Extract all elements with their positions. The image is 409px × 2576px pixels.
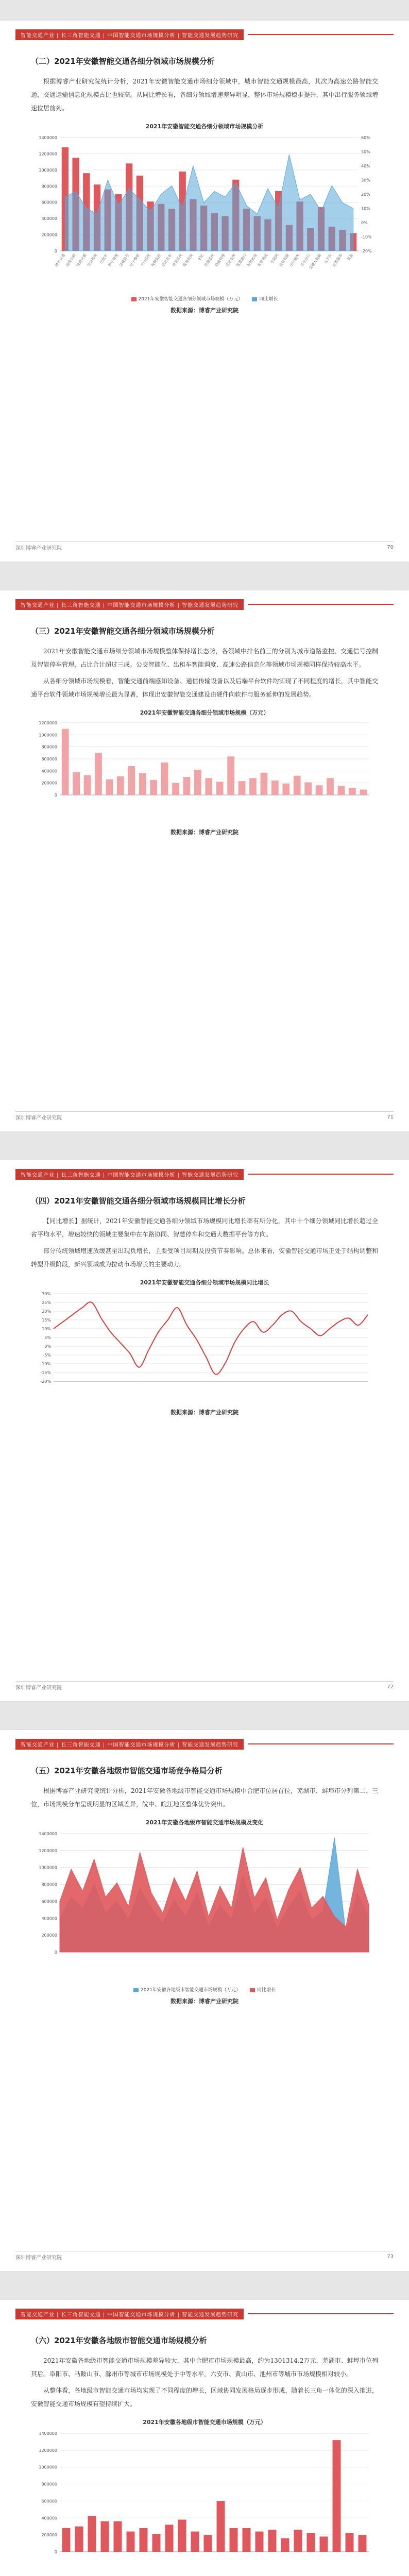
chart-container bbox=[31, 1289, 378, 1404]
bar bbox=[140, 2528, 148, 2552]
footer-org: 深圳博睿产业研究院 bbox=[15, 2255, 62, 2261]
bar bbox=[106, 779, 113, 795]
header-title: 智能交通产业 | 长三角智能交通 | 中国智能交通市场规模分析 | 智能交通发展趋势研究 bbox=[15, 2309, 244, 2319]
paragraph: 2021年安徽各地级市智能交通市场规模差异较大，其中合肥市市场规模最高，约为1301314.2万元，芜湖市、蚌埠市位列其后。阜阳市、马鞍山市、滁州市等城市市场规模处于中等水平，六安市、黄山市、池州市等城市市场规模相对较小。 bbox=[31, 2357, 378, 2378]
y-tick-label: -10% bbox=[40, 1362, 51, 1366]
section-title: （六）2021年安徽各地级市智能交通市场规模分析 bbox=[31, 2336, 207, 2345]
chart-container bbox=[31, 132, 378, 302]
y-tick-label: 200000 bbox=[41, 2533, 57, 2538]
bar bbox=[327, 778, 334, 795]
header-rule bbox=[248, 604, 394, 605]
y-tick-label: -15% bbox=[40, 1370, 51, 1375]
y-tick-label: 0 bbox=[54, 249, 57, 253]
chart-container bbox=[31, 2428, 378, 2576]
bar bbox=[62, 729, 69, 795]
bar bbox=[360, 790, 367, 795]
page-number: 72 bbox=[387, 1684, 394, 1690]
chart-title: 2021年安徽各地级市智能交通市场规模（万元） bbox=[143, 2419, 266, 2426]
x-tick-label: 智慧港口 bbox=[235, 253, 248, 268]
y-tick-label: 400000 bbox=[41, 2516, 57, 2521]
bar bbox=[261, 773, 268, 795]
header-rule bbox=[248, 2313, 394, 2314]
bar bbox=[320, 2536, 328, 2552]
bar bbox=[304, 783, 312, 795]
page-header bbox=[15, 2307, 394, 2320]
bar bbox=[88, 2516, 96, 2552]
bar bbox=[205, 778, 212, 795]
page-number: 71 bbox=[387, 1114, 394, 1120]
bar bbox=[73, 772, 80, 795]
y2-tick-label: 60% bbox=[361, 135, 370, 140]
paragraph: 部分传统领域增速放缓甚至出现负增长，主要受项目周期及投资节奏影响。总体来看，安徽智能交通市场正处于结构调整和转型升级阶段，新兴领域成为拉动市场增长的主要动力。 bbox=[31, 1247, 378, 1268]
bar bbox=[338, 786, 345, 795]
y-tick-label: 400000 bbox=[41, 216, 57, 222]
chart-container bbox=[31, 719, 378, 824]
bar bbox=[62, 2528, 71, 2552]
bar bbox=[183, 777, 191, 795]
bar bbox=[101, 2521, 109, 2552]
header-rule bbox=[248, 1174, 394, 1175]
combo-bar-line-chart bbox=[31, 132, 378, 292]
area-chart bbox=[31, 1828, 378, 1983]
bar bbox=[249, 778, 257, 795]
page-content bbox=[31, 1191, 378, 1416]
bar bbox=[316, 785, 323, 795]
y-tick-label: 1000000 bbox=[39, 733, 57, 738]
y-tick-label: 600000 bbox=[41, 200, 57, 205]
x-tick-label: 出行服务 bbox=[289, 253, 301, 268]
bar bbox=[255, 2532, 264, 2552]
y2-tick-label: 40% bbox=[361, 164, 370, 168]
y-tick-label: 15% bbox=[42, 1318, 51, 1323]
y-tick-label: 600000 bbox=[41, 757, 57, 761]
x-tick-label: 高速公路 bbox=[65, 253, 77, 268]
bar bbox=[294, 2530, 302, 2552]
bar bbox=[75, 2527, 83, 2552]
page-number: 70 bbox=[387, 544, 394, 550]
y-tick-label: 0 bbox=[54, 1950, 57, 1955]
page-footer bbox=[15, 2251, 394, 2262]
page-header bbox=[15, 1167, 394, 1181]
page-footer bbox=[15, 1681, 394, 1692]
bar bbox=[139, 773, 146, 795]
x-tick-label: 智慧机场 bbox=[246, 253, 258, 268]
legend-item: 同比增长 bbox=[252, 295, 278, 302]
y-tick-label: 800000 bbox=[41, 1882, 57, 1887]
y-tick-label: 30% bbox=[42, 1292, 51, 1296]
report-page-1 bbox=[0, 21, 409, 562]
x-tick-label: 电子警察 bbox=[129, 253, 141, 268]
bar bbox=[281, 2538, 289, 2552]
section-title: （三）2021年安徽智能交通各细分领域市场规模分析 bbox=[31, 626, 215, 636]
data-source: 数据来源：博睿产业研究院 bbox=[171, 1998, 238, 2005]
page-content bbox=[31, 621, 378, 836]
y-tick-label: 600000 bbox=[41, 1899, 57, 1904]
data-source: 数据来源：博睿产业研究院 bbox=[171, 829, 238, 836]
page-header bbox=[15, 28, 394, 41]
y-tick-label: 1200000 bbox=[39, 2448, 57, 2453]
x-tick-label: ETC bbox=[197, 253, 205, 261]
y2-tick-label: -20% bbox=[361, 249, 372, 253]
y2-tick-label: 10% bbox=[361, 206, 370, 211]
market-area bbox=[60, 1847, 369, 1952]
report-page-3 bbox=[0, 1160, 409, 1701]
y-tick-label: 400000 bbox=[41, 769, 57, 774]
bar bbox=[238, 781, 246, 795]
x-tick-label: 轨道交通 bbox=[75, 253, 88, 268]
chart-title: 2021年安徽智能交通各细分领域市场规模（万元） bbox=[140, 709, 269, 716]
bar bbox=[346, 2533, 354, 2552]
x-tick-label: 出租车 bbox=[99, 253, 109, 265]
y-tick-label: 1200000 bbox=[39, 721, 57, 725]
header-rule bbox=[248, 34, 394, 35]
page-number: 73 bbox=[387, 2253, 394, 2260]
bar-chart bbox=[31, 2428, 378, 2576]
y2-tick-label: 30% bbox=[361, 178, 370, 183]
y-tick-label: 200000 bbox=[41, 781, 57, 786]
y-tick-label: 800000 bbox=[41, 184, 57, 189]
header-title: 智能交通产业 | 长三角智能交通 | 中国智能交通市场规模分析 | 智能交通发展趋势研究 bbox=[15, 29, 244, 40]
y-tick-label: 5% bbox=[44, 1335, 51, 1340]
y2-tick-label: 20% bbox=[361, 192, 370, 197]
bar bbox=[227, 756, 234, 795]
y-tick-label: 10% bbox=[42, 1327, 51, 1331]
x-tick-label: 云平台 bbox=[323, 253, 333, 265]
bar bbox=[216, 782, 224, 795]
bar bbox=[152, 2534, 161, 2552]
legend-item: 2021年安徽各地级市智能交通市场规模（万元） bbox=[133, 1986, 241, 1993]
line-chart bbox=[31, 1289, 378, 1402]
chart-container bbox=[31, 1828, 378, 1993]
chart-legend bbox=[31, 1986, 378, 1993]
x-tick-label: 路政管理 bbox=[214, 253, 226, 268]
y-tick-label: 1400000 bbox=[39, 2431, 57, 2436]
page-header bbox=[15, 1737, 394, 1751]
paragraph: 从整体看，各地级市智能交通市场均实现了不同程度的增长，区域协同发展格局逐步形成，随着长三角一体化的深入推进，安徽智能交通市场规模有望持续扩大。 bbox=[31, 2387, 378, 2408]
data-source: 数据来源：博睿产业研究院 bbox=[171, 1409, 238, 1416]
y-tick-label: 0 bbox=[54, 2550, 57, 2554]
y-tick-label: 600000 bbox=[41, 2499, 57, 2504]
page-footer bbox=[15, 1111, 394, 1122]
x-tick-label: 城市交通 bbox=[54, 253, 66, 268]
y-tick-label: 1000000 bbox=[39, 167, 57, 173]
report-page-5 bbox=[0, 2300, 409, 2576]
y-tick-label: 0% bbox=[44, 1344, 51, 1349]
footer-org: 深圳博睿产业研究院 bbox=[15, 1685, 62, 1691]
bar bbox=[117, 776, 124, 795]
chart-title: 2021年安徽智能交通各细分领域市场规模分析 bbox=[145, 123, 264, 130]
bar bbox=[194, 770, 201, 795]
y-tick-label: 200000 bbox=[41, 1933, 57, 1938]
bar bbox=[204, 2535, 212, 2552]
x-tick-label: 共享出行 bbox=[299, 253, 312, 268]
page-content bbox=[31, 2331, 378, 2576]
page-footer bbox=[15, 541, 394, 552]
section-title: （二）2021年安徽智能交通各细分领域市场规模分析 bbox=[31, 57, 215, 66]
page-content bbox=[31, 1761, 378, 2005]
legend-item: 2021年安徽智能交通各细分领域市场规模（万元） bbox=[131, 295, 243, 302]
y-tick-label: 1200000 bbox=[39, 1848, 57, 1853]
header-rule bbox=[248, 1743, 394, 1744]
x-tick-label: 其他 bbox=[346, 253, 354, 262]
page-header bbox=[15, 598, 394, 611]
bar bbox=[333, 2440, 341, 2552]
bar bbox=[359, 2535, 367, 2552]
x-tick-label: 信息发布 bbox=[161, 253, 173, 268]
y-tick-label: -5% bbox=[43, 1353, 51, 1358]
y2-tick-label: 50% bbox=[361, 149, 370, 155]
bar bbox=[165, 2524, 174, 2552]
y-tick-label: 20% bbox=[42, 1309, 51, 1314]
header-title: 智能交通产业 | 长三角智能交通 | 中国智能交通市场规模分析 | 智能交通发展趋势研究 bbox=[15, 1739, 244, 1750]
bar bbox=[178, 2520, 186, 2552]
bar bbox=[161, 762, 168, 795]
bar bbox=[307, 2533, 315, 2552]
y-tick-label: 1400000 bbox=[39, 135, 57, 140]
y-tick-label: 800000 bbox=[41, 2482, 57, 2487]
y-tick-label: 1400000 bbox=[39, 1832, 57, 1836]
page-content bbox=[31, 52, 378, 314]
bar bbox=[150, 780, 157, 795]
bar bbox=[172, 783, 179, 795]
bar bbox=[349, 788, 356, 795]
header-title: 智能交通产业 | 长三角智能交通 | 中国智能交通市场规模分析 | 智能交通发展趋势研究 bbox=[15, 599, 244, 610]
x-tick-label: 运维服务 bbox=[331, 253, 344, 268]
x-tick-label: 车联网 bbox=[269, 253, 280, 265]
header-title: 智能交通产业 | 长三角智能交通 | 中国智能交通市场规模分析 | 智能交通发展趋势研究 bbox=[15, 1169, 244, 1180]
section-title: （四）2021年安徽智能交通各细分领域市场规模同比增长分析 bbox=[31, 1196, 246, 1206]
x-tick-label: 收费系统 bbox=[182, 253, 194, 268]
chart-title: 2021年安徽智能交通各细分领域市场规模同比增长 bbox=[140, 1279, 269, 1286]
x-tick-label: 应急指挥 bbox=[225, 253, 237, 268]
y2-tick-label: 0% bbox=[361, 221, 368, 225]
paragraph: 根据博睿产业研究院统计分析，2021年安徽智能交通市场细分领域中，城市智能交通规模最高，其次为高速公路智能交通，交通运输信息化规模占比也较高。从同比增长看，各细分领域增速差异明显，整体市场规模稳步提升，其中出行服务领域增速位居前列。 bbox=[31, 78, 378, 112]
growth-area bbox=[65, 155, 353, 251]
y-tick-label: 25% bbox=[42, 1300, 51, 1305]
report-page-4 bbox=[0, 1730, 409, 2271]
bar bbox=[243, 2528, 251, 2552]
footer-org: 深圳博睿产业研究院 bbox=[15, 545, 62, 551]
section-title: （五）2021年安徽各地级市智能交通市场竞争格局分析 bbox=[31, 1766, 223, 1775]
y2-tick-label: -10% bbox=[361, 234, 372, 240]
report-page-2 bbox=[0, 590, 409, 1131]
x-tick-label: 视频监控 bbox=[150, 253, 162, 268]
bar bbox=[128, 766, 135, 795]
y-tick-label: 1000000 bbox=[39, 1865, 57, 1870]
bar bbox=[294, 776, 301, 795]
y-tick-label: 800000 bbox=[41, 744, 57, 750]
bar bbox=[282, 784, 289, 795]
paragraph: 从各细分领域市场规模看，智能交通前端感知设备、通信传输设备以及后端平台软件均实现了不同程度的增长，其中智能交通平台软件领域市场规模增长最为显著，体现出安徽智能交通建设由硬件向软件与服务延伸的发展趋势。 bbox=[31, 677, 378, 698]
bar bbox=[84, 775, 91, 795]
y-tick-label: 1200000 bbox=[39, 151, 57, 157]
bar bbox=[114, 2521, 122, 2552]
bar-chart bbox=[31, 719, 378, 822]
bar bbox=[191, 2532, 199, 2552]
bar bbox=[95, 753, 102, 795]
y-tick-label: 0 bbox=[54, 793, 57, 798]
bar bbox=[230, 2528, 238, 2552]
x-tick-label: 自动驾驶 bbox=[278, 253, 290, 268]
bar bbox=[271, 781, 279, 795]
paragraph: 【同比增长】据统计，2021年安徽智能交通各细分领域市场规模同比增长率有所分化，其中十个细分领域同比增长超过全省平均水平，增速较快的领域主要集中在车路协同、智慧停车和交通大数据平台等方向。 bbox=[31, 1217, 378, 1238]
y-tick-label: 1000000 bbox=[39, 2465, 57, 2470]
legend-item: 同比增长 bbox=[250, 1986, 276, 1993]
x-tick-label: 交通信号 bbox=[118, 253, 130, 268]
x-tick-label: 治超系统 bbox=[203, 253, 215, 268]
x-tick-label: 智慧物流 bbox=[257, 253, 269, 268]
chart-legend bbox=[31, 295, 378, 302]
x-tick-label: 公交系统 bbox=[86, 253, 98, 268]
data-source: 数据来源：博睿产业研究院 bbox=[171, 307, 238, 314]
x-tick-label: 停车管理 bbox=[107, 253, 120, 268]
x-tick-label: 诱导系统 bbox=[172, 253, 183, 268]
y-tick-label: 200000 bbox=[41, 232, 57, 238]
y-tick-label: 400000 bbox=[41, 1916, 57, 1921]
bar bbox=[127, 2532, 135, 2552]
chart-title: 2021年安徽各地级市智能交通市场规模及变化 bbox=[145, 1819, 264, 1826]
paragraph: 根据博睿产业研究院统计分析，2021年安徽各地级市智能交通市场规模中合肥市位居首位，芜湖市、蚌埠市分列第二、三位，市场规模分布呈现明显的区域差异，皖中、皖江地区整体优势突出。 bbox=[31, 1787, 378, 1808]
x-tick-label: 交通大数据 bbox=[308, 253, 322, 270]
y-tick-label: -20% bbox=[40, 1379, 51, 1384]
bar bbox=[217, 2501, 225, 2552]
paragraph: 2021年安徽智能交通市场细分领域市场规模整体保持增长态势，各领域中排名前三的分别为城市道路监控、交通信号控制及智能停车管理，占比合计超过三成。公交智能化、出租车智能调度、高速公路信息化等领域市场规模同样保持较高水平。 bbox=[31, 648, 378, 668]
x-tick-label: 卡口系统 bbox=[140, 253, 151, 268]
bar bbox=[268, 2530, 277, 2552]
footer-org: 深圳博睿产业研究院 bbox=[15, 1115, 62, 1121]
